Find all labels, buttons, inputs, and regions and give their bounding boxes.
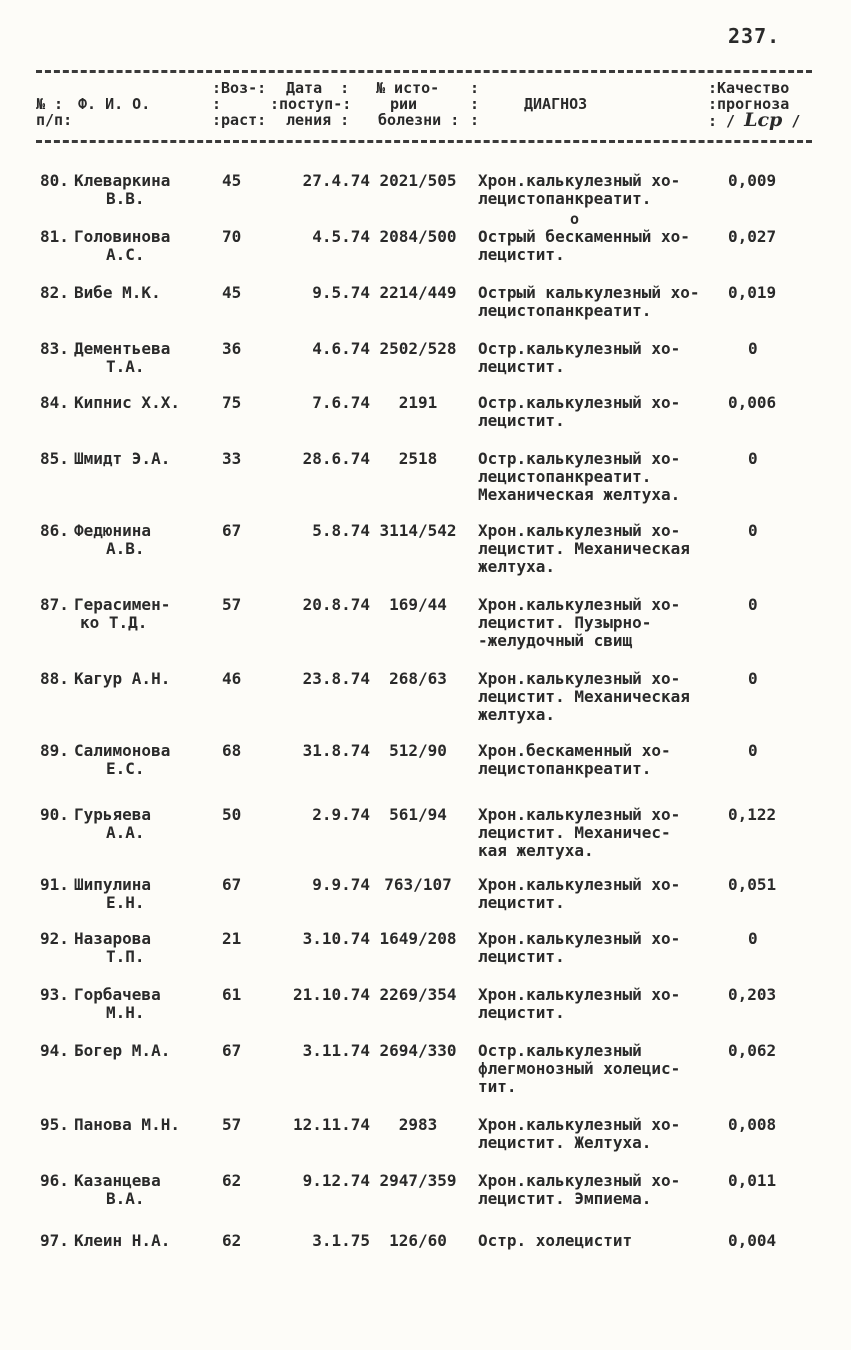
prognosis-quality: 0,008 bbox=[728, 1115, 777, 1134]
prognosis-quality: 0,027 bbox=[728, 227, 777, 246]
header-qual-2: :прогноза bbox=[708, 95, 790, 113]
row-number: 95. bbox=[40, 1115, 69, 1134]
prognosis-quality: 0,011 bbox=[728, 1171, 777, 1190]
history-number: 763/107 bbox=[384, 875, 452, 894]
patient-age: 57 bbox=[222, 1115, 242, 1134]
row-number: 86. bbox=[40, 521, 69, 540]
header-name: Ф. И. О. bbox=[78, 95, 151, 113]
diagnosis: Хрон.калькулезный хо- лецистит. Пузырно- -желудочный свищ bbox=[478, 595, 681, 650]
header-num-1: № : bbox=[36, 95, 64, 113]
admission-date: 23.8.74 bbox=[302, 669, 370, 688]
header-diag: ДИАГНОЗ bbox=[524, 95, 588, 113]
admission-date: 2.9.74 bbox=[312, 805, 370, 824]
prognosis-quality: 0,019 bbox=[728, 283, 777, 302]
admission-date: 20.8.74 bbox=[302, 595, 370, 614]
patient-name: Назарова Т.П. bbox=[74, 929, 152, 966]
history-number: 3114/542 bbox=[379, 521, 457, 540]
patient-age: 67 bbox=[222, 1041, 242, 1060]
header-age-1: :Воз-: bbox=[212, 79, 267, 97]
handwritten-mark: о bbox=[570, 210, 580, 228]
patient-name: Герасимен- ко Т.Д. bbox=[74, 595, 171, 632]
history-number: 2694/330 bbox=[379, 1041, 457, 1060]
admission-date: 9.9.74 bbox=[312, 875, 370, 894]
row-number: 94. bbox=[40, 1041, 69, 1060]
patient-name: Богер М.А. bbox=[74, 1041, 171, 1060]
row-number: 87. bbox=[40, 595, 69, 614]
header-date-1: Дата : bbox=[286, 79, 350, 97]
diagnosis: Хрон.калькулезный хо- лецистит. bbox=[478, 929, 681, 966]
header-hist-3: болезни : bbox=[378, 111, 460, 129]
admission-date: 4.6.74 bbox=[312, 339, 370, 358]
admission-date: 21.10.74 bbox=[292, 985, 370, 1004]
header-date-2: :поступ-: bbox=[270, 95, 352, 113]
prognosis-quality: 0 bbox=[748, 669, 758, 688]
diagnosis: Острый калькулезный хо- лецистопанкреатит. bbox=[478, 283, 700, 320]
patient-name: Панова М.Н. bbox=[74, 1115, 180, 1134]
row-number: 91. bbox=[40, 875, 69, 894]
row-number: 90. bbox=[40, 805, 69, 824]
header-bottom-rule bbox=[36, 140, 812, 143]
admission-date: 9.5.74 bbox=[312, 283, 370, 302]
admission-date: 4.5.74 bbox=[312, 227, 370, 246]
admission-date: 28.6.74 bbox=[302, 449, 370, 468]
patient-name: Кагур А.Н. bbox=[74, 669, 171, 688]
header-num-2: п/п: bbox=[36, 111, 73, 129]
diagnosis: Хрон.калькулезный хо- лецистит. Желтуха. bbox=[478, 1115, 681, 1152]
diagnosis: Острый бескаменный хо- лецистит. bbox=[478, 227, 690, 264]
history-number: 512/90 bbox=[389, 741, 447, 760]
header-hist-1: № исто- bbox=[376, 79, 440, 97]
patient-name: Клеваркина В.В. bbox=[74, 171, 171, 208]
patient-name: Головинова А.С. bbox=[74, 227, 171, 264]
history-number: 2947/359 bbox=[379, 1171, 457, 1190]
prognosis-quality: 0,006 bbox=[728, 393, 777, 412]
row-number: 83. bbox=[40, 339, 69, 358]
diagnosis: Хрон.калькулезный хо- лецистит. bbox=[478, 985, 681, 1022]
header-sep: : : : bbox=[470, 79, 480, 129]
row-number: 92. bbox=[40, 929, 69, 948]
row-number: 88. bbox=[40, 669, 69, 688]
header-date-3: ления : bbox=[286, 111, 350, 129]
row-number: 97. bbox=[40, 1231, 69, 1250]
admission-date: 3.11.74 bbox=[302, 1041, 370, 1060]
header-age-3: :раст: bbox=[212, 111, 267, 129]
patient-age: 45 bbox=[222, 283, 242, 302]
row-number: 89. bbox=[40, 741, 69, 760]
header-qual-1: :Качество bbox=[708, 79, 790, 97]
row-number: 84. bbox=[40, 393, 69, 412]
history-number: 2214/449 bbox=[379, 283, 457, 302]
prognosis-quality: 0,062 bbox=[728, 1041, 777, 1060]
patient-age: 70 bbox=[222, 227, 242, 246]
patient-age: 67 bbox=[222, 521, 242, 540]
prognosis-quality: 0 bbox=[748, 449, 758, 468]
history-number: 2084/500 bbox=[379, 227, 457, 246]
patient-age: 46 bbox=[222, 669, 242, 688]
history-number: 2021/505 bbox=[379, 171, 457, 190]
patient-name: Казанцева В.А. bbox=[74, 1171, 161, 1208]
diagnosis: Остр. холецистит bbox=[478, 1231, 633, 1250]
patient-age: 33 bbox=[222, 449, 242, 468]
history-number: 126/60 bbox=[389, 1231, 447, 1250]
header-hist-2: рии bbox=[390, 95, 445, 113]
header-age-2: : bbox=[212, 95, 258, 113]
history-number: 1649/208 bbox=[379, 929, 457, 948]
history-number: 2269/354 bbox=[379, 985, 457, 1004]
prognosis-quality: 0 bbox=[748, 521, 758, 540]
patient-name: Клеин Н.А. bbox=[74, 1231, 171, 1250]
patient-name: Дементьева Т.А. bbox=[74, 339, 171, 376]
patient-age: 57 bbox=[222, 595, 242, 614]
patient-age: 62 bbox=[222, 1231, 242, 1250]
diagnosis: Хрон.калькулезный хо- лецистит. Механичес- кая желтуха. bbox=[478, 805, 681, 860]
admission-date: 5.8.74 bbox=[312, 521, 370, 540]
patient-name: Гурьяева А.А. bbox=[74, 805, 152, 842]
prognosis-quality: 0 bbox=[748, 339, 758, 358]
header-qual-3: : / Lср / bbox=[708, 109, 801, 131]
diagnosis: Хрон.бескаменный хо- лецистопанкреатит. bbox=[478, 741, 671, 778]
patient-age: 45 bbox=[222, 171, 242, 190]
history-number: 2983 bbox=[398, 1115, 438, 1134]
admission-date: 9.12.74 bbox=[302, 1171, 370, 1190]
admission-date: 3.10.74 bbox=[302, 929, 370, 948]
history-number: 268/63 bbox=[389, 669, 447, 688]
admission-date: 7.6.74 bbox=[312, 393, 370, 412]
prognosis-quality: 0,009 bbox=[728, 171, 777, 190]
patient-name: Кипнис Х.Х. bbox=[74, 393, 180, 412]
prognosis-quality: 0,203 bbox=[728, 985, 777, 1004]
diagnosis: Хрон.калькулезный хо- лецистопанкреатит. bbox=[478, 171, 681, 208]
row-number: 80. bbox=[40, 171, 69, 190]
patient-age: 68 bbox=[222, 741, 242, 760]
patient-name: Федюнина А.В. bbox=[74, 521, 152, 558]
patient-age: 62 bbox=[222, 1171, 242, 1190]
prognosis-quality: 0,004 bbox=[728, 1231, 777, 1250]
patient-name: Вибе М.К. bbox=[74, 283, 161, 302]
prognosis-quality: 0 bbox=[748, 595, 758, 614]
prognosis-quality: 0,122 bbox=[728, 805, 777, 824]
patient-age: 75 bbox=[222, 393, 242, 412]
diagnosis: Остр.калькулезный хо- лецистит. bbox=[478, 339, 681, 376]
row-number: 93. bbox=[40, 985, 69, 1004]
prognosis-quality: 0 bbox=[748, 929, 758, 948]
row-number: 85. bbox=[40, 449, 69, 468]
row-number: 82. bbox=[40, 283, 69, 302]
patient-name: Шмидт Э.А. bbox=[74, 449, 171, 468]
prognosis-quality: 0,051 bbox=[728, 875, 777, 894]
diagnosis: Остр.калькулезный флегмонозный холецис- тит. bbox=[478, 1041, 681, 1096]
admission-date: 31.8.74 bbox=[302, 741, 370, 760]
history-number: 2518 bbox=[398, 449, 438, 468]
history-number: 561/94 bbox=[389, 805, 447, 824]
diagnosis: Хрон.калькулезный хо- лецистит. Механическая желтуха. bbox=[478, 521, 690, 576]
diagnosis: Хрон.калькулезный хо- лецистит. Механическая желтуха. bbox=[478, 669, 690, 724]
history-number: 2191 bbox=[398, 393, 438, 412]
admission-date: 3.1.75 bbox=[312, 1231, 370, 1250]
page-number: 237. bbox=[728, 24, 781, 48]
patient-age: 36 bbox=[222, 339, 242, 358]
patient-age: 61 bbox=[222, 985, 242, 1004]
row-number: 96. bbox=[40, 1171, 69, 1190]
prognosis-quality: 0 bbox=[748, 741, 758, 760]
patient-age: 21 bbox=[222, 929, 242, 948]
history-number: 2502/528 bbox=[379, 339, 457, 358]
history-number: 169/44 bbox=[389, 595, 447, 614]
diagnosis: Хрон.калькулезный хо- лецистит. bbox=[478, 875, 681, 912]
header-top-rule bbox=[36, 70, 812, 73]
patient-name: Салимонова Е.С. bbox=[74, 741, 171, 778]
patient-name: Горбачева М.Н. bbox=[74, 985, 161, 1022]
row-number: 81. bbox=[40, 227, 69, 246]
diagnosis: Остр.калькулезный хо- лецистопанкреатит. Механическая желтуха. bbox=[478, 449, 681, 504]
diagnosis: Хрон.калькулезный хо- лецистит. Эмпиема. bbox=[478, 1171, 681, 1208]
patient-name: Шипулина Е.Н. bbox=[74, 875, 152, 912]
patient-age: 67 bbox=[222, 875, 242, 894]
lcp-symbol: Lср bbox=[744, 109, 783, 131]
diagnosis: Остр.калькулезный хо- лецистит. bbox=[478, 393, 681, 430]
patient-age: 50 bbox=[222, 805, 242, 824]
admission-date: 27.4.74 bbox=[302, 171, 370, 190]
admission-date: 12.11.74 bbox=[292, 1115, 370, 1134]
